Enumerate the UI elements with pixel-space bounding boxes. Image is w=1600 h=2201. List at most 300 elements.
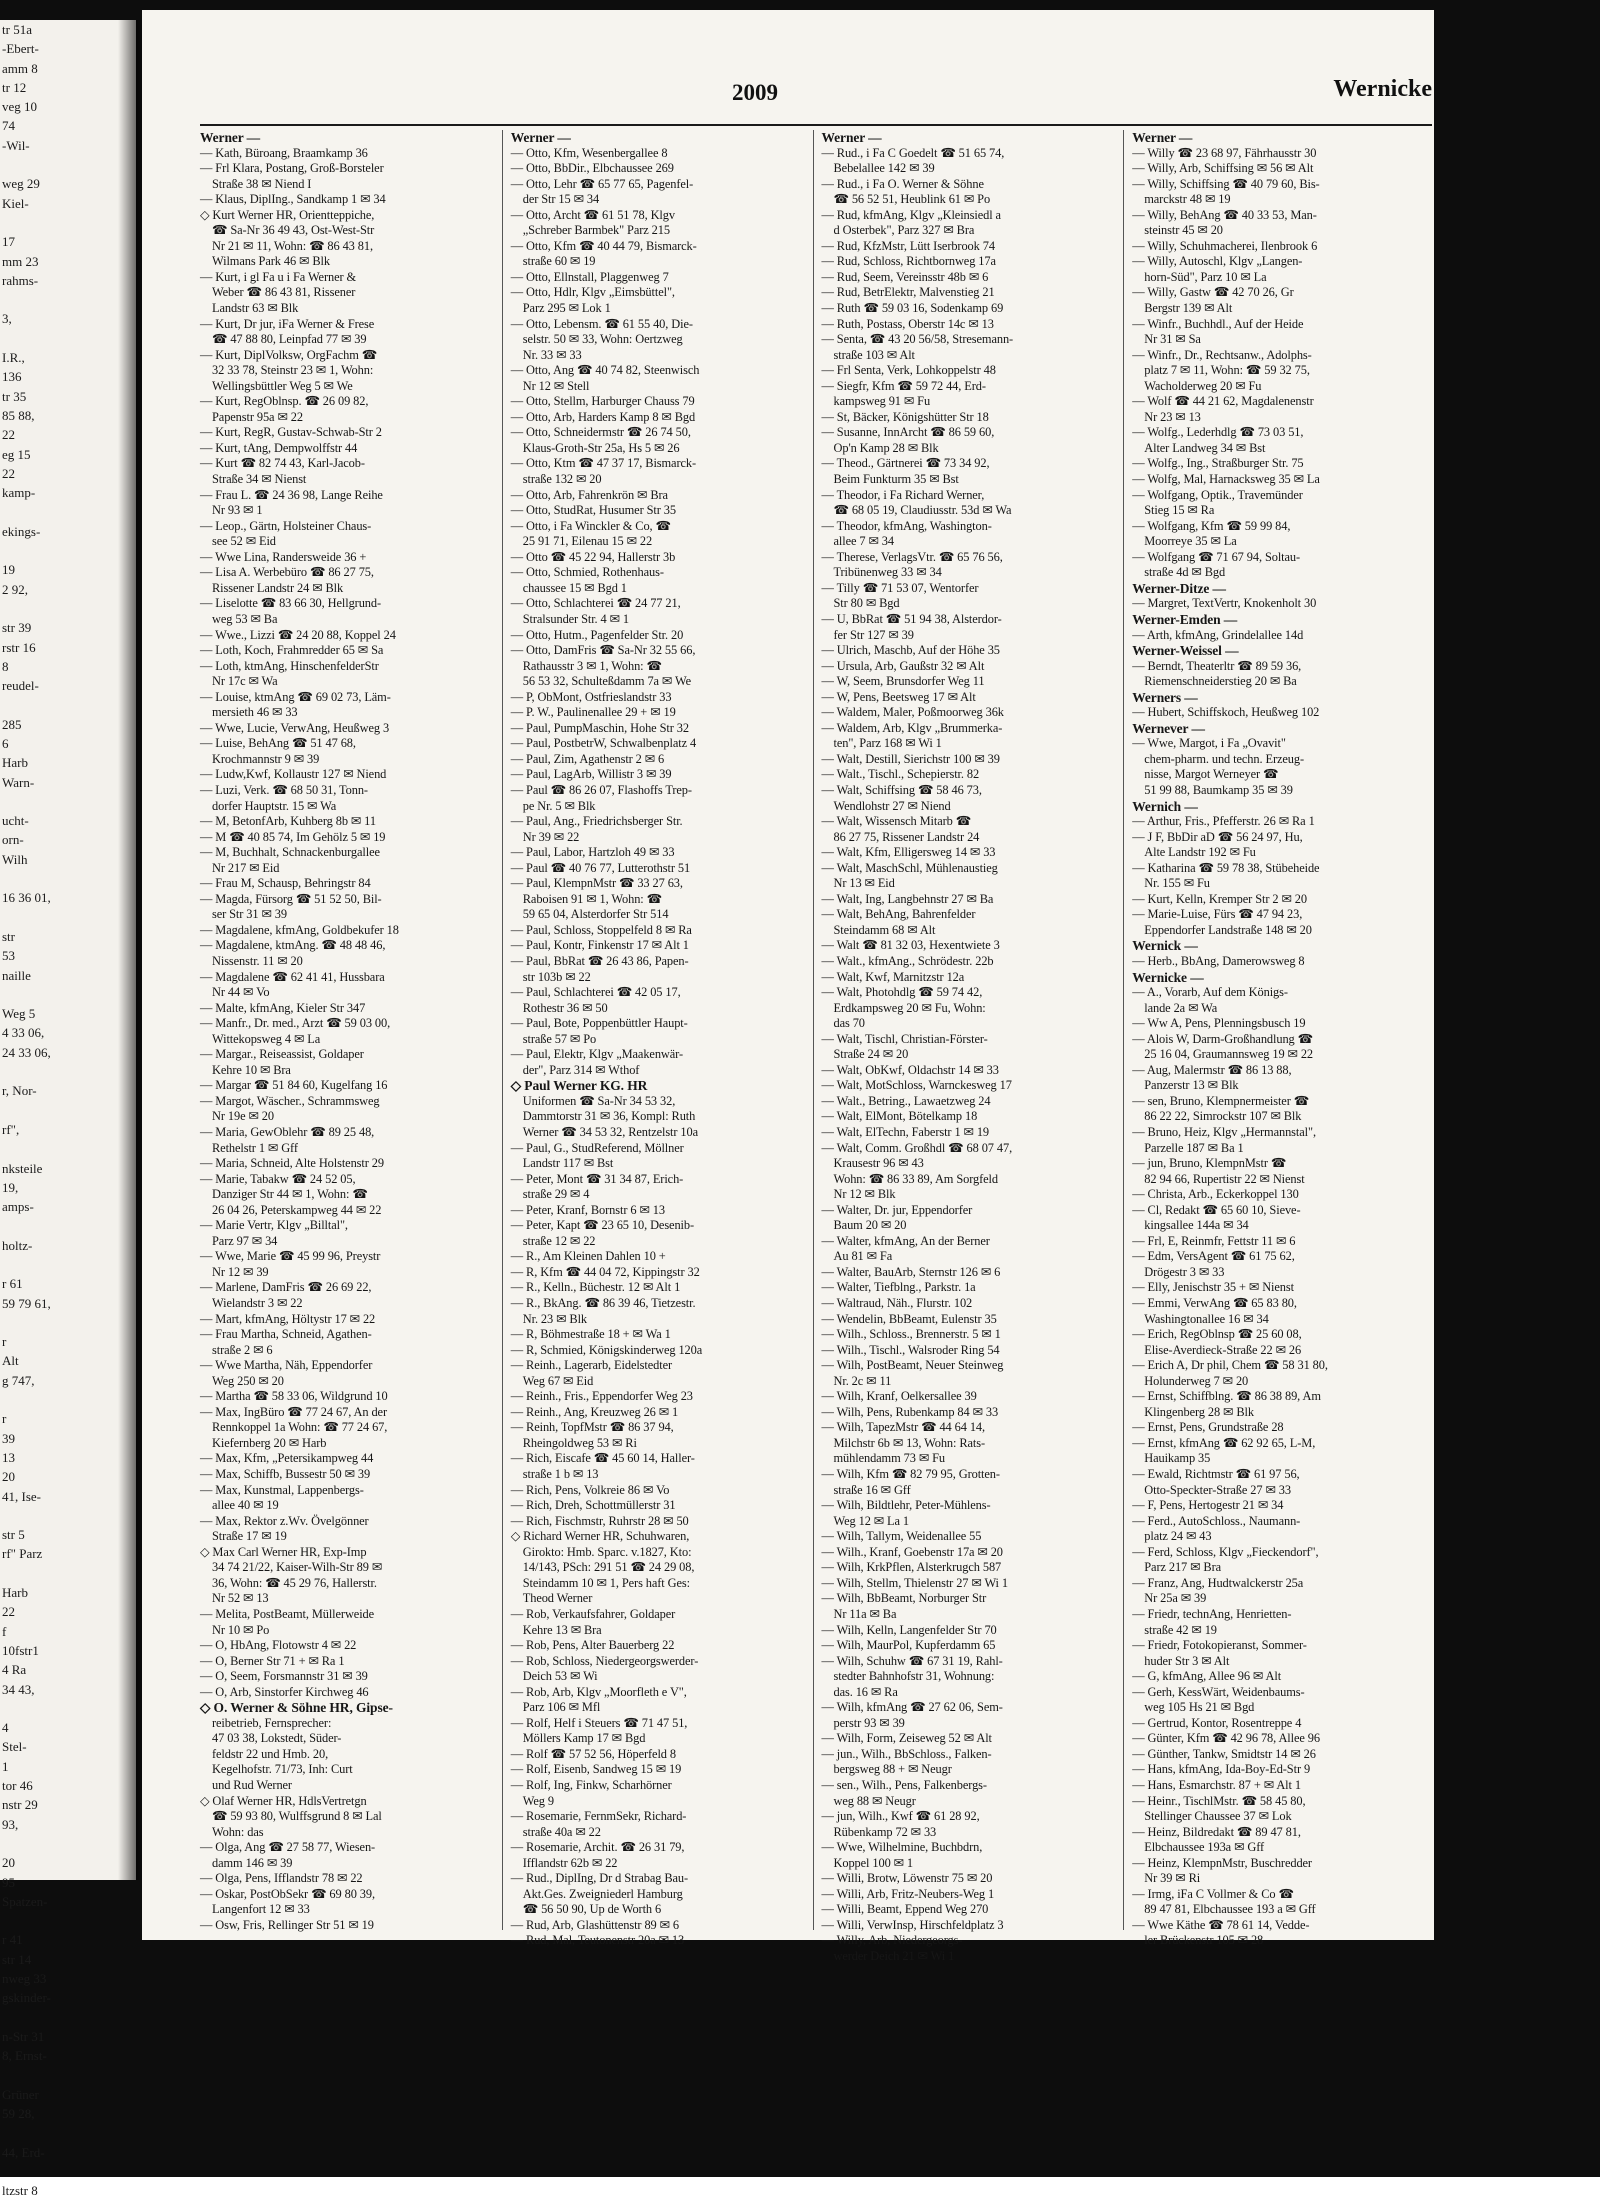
directory-entry-line: Möllers Kamp 17 ✉ Bgd [522,1731,646,1746]
directory-entry-line: — Otto, Ellnstall, Plaggenweg 7 [510,269,669,284]
directory-entry-line: — Kurt, DiplVolksw, OrgFachm ☎ [200,347,378,362]
directory-entry-line: ◇ Kurt Werner HR, Orientteppiche, [200,207,375,222]
directory-entry-line: — Walt, Comm. Großhdl ☎ 68 07 47, [821,1140,1013,1155]
left-fragment-line: 4 [2,1720,9,1736]
directory-entry-line: — Wilh, Kelln, Langenfelder Str 70 [821,1622,997,1637]
directory-entry-line: — Rob, Arb, Klgv „Moorfleth e V", [510,1684,687,1699]
directory-entry-line: Papenstr 95a ✉ 22 [212,409,303,424]
directory-entry-line: — Willi, Brotw, Löwenstr 75 ✉ 20 [821,1871,993,1886]
directory-entry-line: — jun, Bruno, KlempnMstr ☎ [1132,1156,1287,1171]
directory-entry-line: huder Str 3 ✉ Alt [1144,1653,1230,1668]
directory-entry-line: — Frl Senta, Verk, Lohkoppelstr 48 [821,363,996,378]
directory-entry-line: — Heinz, KlempnMstr, Buschredder [1132,1855,1312,1870]
directory-entry-line: — Wilh, Stellm, Thielenstr 27 ✉ Wi 1 [821,1575,1008,1590]
directory-entry-line: d Osterbek", Parz 327 ✉ Bra [833,223,975,238]
directory-entry-line: Raboisen 91 ✉ 1, Wohn: ☎ [522,891,662,906]
directory-entry-line: Rethelstr 1 ✉ Gff [212,1140,298,1155]
directory-entry-line: — Rud., DiplIng, Dr d Strabag Bau- [510,1871,689,1886]
directory-entry-line: — Aug, Malermstr ☎ 86 13 88, [1132,1062,1292,1077]
directory-entry-line: allee 7 ✉ 34 [833,534,894,549]
left-fragment-line: tr 51a [2,22,32,37]
directory-entry-line: — Otto, Kfm, Wesenbergallee 8 [510,145,668,160]
directory-entry-line: — Reinh., Lagerarb, Eidelstedter [510,1358,673,1373]
left-fragment-line: r [2,1334,7,1350]
directory-entry-line: — Kurt, Dr jur, iFa Werner & Frese [200,316,375,331]
left-fragment-line: str [2,928,15,944]
directory-entry-line: 89 47 81, Elbchaussee 193 a ✉ Gff [1144,1902,1316,1917]
left-fragment-line [0,1506,136,1525]
directory-entry-line: str 103b ✉ 22 [522,969,591,984]
header-rule [200,124,1432,126]
directory-entry-line: — Rich, Dreh, Schottmüllerstr 31 [510,1498,676,1513]
entry-heading: Werner — [200,130,261,145]
directory-entry-line: — Rud, KfzMstr, Lütt Iserbrook 74 [821,238,995,253]
directory-entry-line: — Rolf ☎ 57 52 56, Höperfeld 8 [510,1746,676,1761]
directory-entry-line: Straße 34 ✉ Nienst [212,472,307,487]
directory-entry-line: — Paul, PumpMaschin, Hohe Str 32 [510,720,689,735]
directory-entry-line: — Rud, kfmAng, Klgv „Kleinsiedl a [821,207,1001,222]
directory-entry-line: Nr 12 ✉ Blk [833,1187,896,1202]
directory-entry-line: — M, Buchhalt, Schnackenburgallee [200,845,380,860]
left-fragment-line [0,1564,136,1583]
directory-entry-line: — Frl Klara, Postang, Groß-Borsteler [200,161,384,176]
directory-entry-line: Nr 19e ✉ 20 [212,1109,274,1124]
left-fragment-line: Grüner [2,2086,39,2102]
directory-entry-line: straße 12 ✉ 22 [522,1233,596,1248]
directory-entry-line: — Otto, Archt ☎ 61 51 78, Klgv [510,207,675,222]
directory-entry-line: damm 146 ✉ 39 [212,1855,293,1870]
directory-entry-line: — Herb., BbAng, Damerowsweg 8 [1132,953,1305,968]
directory-entry-line: Dammtorstr 31 ✉ 36, Kompl: Ruth [522,1109,696,1124]
entry-heading: ◇ O. Werner & Söhne HR, Gipse- [200,1700,393,1716]
left-fragment-line [0,1313,136,1332]
directory-entry-line: ten", Parz 168 ✉ Wi 1 [833,736,942,751]
left-fragment-line [0,2008,136,2027]
directory-entry-line: — Wolf ☎ 44 21 62, Magdalenenstr [1132,394,1314,409]
column-3 [821,130,1125,1963]
left-fragment-line [0,2162,136,2181]
directory-entry-line: — R, Kfm ☎ 44 04 72, Kippingstr 32 [510,1264,700,1279]
directory-entry-line: — Wilh, Form, Zeiseweg 52 ✉ Alt [821,1731,992,1746]
directory-entry-line: — Günther, Tankw, Smidtstr 14 ✉ 26 [1132,1746,1316,1761]
directory-entry-line: Steindamm 68 ✉ Alt [833,922,936,937]
directory-entry-line: Koppel 100 ✉ 1 [833,1855,914,1870]
directory-entry-line: — F, Pens, Hertogestr 21 ✉ 34 [1132,1498,1284,1513]
directory-entry-line: — Katharina ☎ 59 78 38, Stübeheide [1132,860,1320,875]
left-fragment-line: kamp- [2,485,36,501]
directory-entry-line: — Walt., Betring., Lawaetzweg 24 [821,1093,991,1108]
directory-entry-line: ◇ Max Carl Werner HR, Exp-Imp [200,1544,367,1559]
directory-entry-line: — Willy, Autoschl, Klgv „Langen- [1132,254,1303,269]
directory-entry-line: — Walt, MaschSchl, Mühlenaustieg [821,860,998,875]
directory-entry-line: — Arthur, Fris., Pfefferstr. 26 ✉ Ra 1 [1132,814,1315,829]
directory-entry-line: — Otto, Schmied, Rothenhaus- [510,565,664,580]
directory-entry-line: — Senta, ☎ 43 20 56/58, Stresemann- [821,332,1014,347]
directory-entry-line: — Walt, Kfm, Elligersweg 14 ✉ 33 [821,845,996,860]
directory-entry-line: — Paul, G., StudReferend, Möllner [510,1140,684,1155]
directory-entry-line: — Rud, BetrElektr, Malvenstieg 21 [821,285,995,300]
directory-entry-line: — Kurt, i gl Fa u i Fa Werner & [200,269,357,284]
directory-entry-line: Stellinger Chaussee 37 ✉ Lok [1144,1809,1292,1824]
directory-page [142,10,1434,1963]
directory-entry-line: Panzerstr 13 ✉ Blk [1144,1078,1239,1093]
directory-entry-line: — Reinh., Fris., Eppendorfer Weg 23 [510,1389,693,1404]
directory-entry-line: — Wilh, Kfm ☎ 82 79 95, Grotten- [821,1467,1000,1482]
directory-entry-line: — Rob, Pens, Alter Bauerberg 22 [510,1638,675,1653]
directory-entry-line: — Frau M, Schausp, Behringstr 84 [200,876,371,891]
left-fragment-line: amm 8 [2,60,38,76]
directory-entry-line: — Rud, Schloss, Richtbornweg 17a [821,254,996,269]
left-fragment-line: 4 Ra [2,1662,27,1678]
directory-entry-line: chem-pharm. und techn. Erzeug- [1144,751,1304,766]
left-fragment-line: 34 43, [2,1681,35,1697]
directory-entry-line: — Willy, Arb, Schiffsing ✉ 56 ✉ Alt [1132,161,1314,176]
directory-entry-line: — Osw, Fris, Rellinger Str 51 ✉ 19 [200,1917,374,1932]
directory-entry-line: — Siegfr, Kfm ☎ 59 72 44, Erd- [821,378,986,393]
directory-entry-line: — Hans, kfmAng, Ida-Boy-Ed-Str 9 [1132,1762,1311,1777]
directory-entry-line: — Max, IngBüro ☎ 77 24 67, An der [200,1404,387,1419]
directory-entry-line: — Ernst, Schiffblng. ☎ 86 38 89, Am [1132,1389,1321,1404]
entry-heading: Wernick — [1132,938,1198,954]
directory-entry-line: — Walt, Ing, Langbehnstr 27 ✉ Ba [821,891,994,906]
directory-entry-line: Uniformen ☎ Sa-Nr 34 53 32, [522,1093,676,1108]
directory-entry-line: — Otto, i Fa Winckler & Co, ☎ [510,518,671,533]
directory-entry-line: Nr 25a ✉ 39 [1144,1591,1207,1606]
directory-entry-line: Straße 38 ✉ Niend I [212,176,312,191]
directory-entry-line: — Wwe Käthe ☎ 78 61 14, Vedde- [1132,1917,1310,1932]
directory-entry-line: — Paul, Ang., Friedrichsberger Str. [510,814,683,829]
directory-entry-line: Moorreye 35 ✉ La [1144,534,1237,549]
directory-entry-line: — Peter, Kapt ☎ 23 65 10, Desenib- [510,1218,695,1233]
entry-heading: Wernich — [1132,798,1198,814]
left-fragment-line: reudel- [2,678,39,694]
directory-entry-line: — Berndt, Theaterltr ☎ 89 59 36, [1132,658,1302,673]
directory-entry-line: Parz 217 ✉ Bra [1144,1560,1222,1575]
directory-entry-line: — Gerh, KessWärt, Weidenbaums- [1132,1684,1305,1699]
directory-entry-line: Kehre 10 ✉ Bra [212,1062,291,1077]
left-fragment-line: 59 79 61, [2,1295,51,1311]
directory-entry-line: — Maria, GewOblehr ☎ 89 25 48, [200,1125,375,1139]
directory-entry-line: — Luzi, Verk. ☎ 68 50 31, Tonn- [200,782,368,797]
column-2 [510,130,814,1948]
directory-entry-line: — Leop., Gärtn, Holsteiner Chaus- [200,518,372,533]
left-fragment-line: g 747, [2,1372,35,1388]
directory-entry-line: Danziger Str 44 ✉ 1, Wohn: ☎ [212,1187,368,1202]
directory-entry-line: — Reinh, TopfMstr ☎ 86 37 94, [510,1420,674,1435]
directory-entry-line: — Magdalene ☎ 62 41 41, Hussbara [200,969,385,984]
left-fragment-line: 10fstr1 [2,1642,39,1658]
directory-entry-line: Parzelle 187 ✉ Ba 1 [1144,1140,1244,1155]
directory-entry-line: — Margret, TextVertr, Knokenholt 30 [1132,596,1317,611]
directory-entry-line: 25 16 04, Graumannsweg 19 ✉ 22 [1144,1047,1314,1062]
running-head: Wernicke [1333,76,1432,102]
directory-entry-line: — Walt., kfmAng., Schrödestr. 22b [821,953,994,968]
directory-entry-line: dorfer Hauptstr. 15 ✉ Wa [212,798,337,813]
directory-entry-line: — Oskar, PostObSekr ☎ 69 80 39, [200,1886,375,1901]
directory-entry-line: — Loth, ktmAng, HinschenfelderStr [200,658,379,673]
directory-entry-line: Parz 97 ✉ 34 [212,1233,278,1248]
directory-entry-line: Au 81 ✉ Fa [833,1249,893,1264]
directory-entry-line: — Willy ☎ 23 68 97, Fährhausstr 30 [1132,145,1317,160]
directory-entry-line: — O, HbAng, Flotowstr 4 ✉ 22 [200,1638,357,1653]
left-fragment-line: 6 [2,735,9,751]
directory-entry-line: Krochmannstr 9 ✉ 39 [212,751,320,766]
directory-entry-line: — P, ObMont, Ostfrieslandstr 33 [510,689,672,704]
left-fragment-line: 93, [2,1816,19,1832]
left-fragment-line: ucht- [2,813,29,829]
directory-entry-line: und Rud Werner [212,1777,292,1792]
left-fragment-line: r 61 [2,1276,23,1292]
left-fragment-line: orn- [2,832,24,848]
directory-entry-line: — Mart, kfmAng, Höltystr 17 ✉ 22 [200,1311,376,1326]
directory-entry-line: — Ernst, kfmAng ☎ 62 92 65, L-M, [1132,1435,1316,1450]
directory-entry-line: — Wendelin, BbBeamt, Eulenstr 35 [821,1311,997,1326]
directory-entry-line: — Rich, Fischmstr, Ruhrstr 28 ✉ 50 [510,1513,689,1528]
directory-entry-line: Ifflandstr 62b ✉ 22 [522,1855,618,1870]
directory-entry-line: — Willy, Schiffsing ☎ 40 79 60, Bis- [1132,176,1320,191]
directory-entry-line: Bebelallee 142 ✉ 39 [833,161,935,176]
directory-entry-line: Nr 10 ✉ Po [212,1622,270,1637]
directory-entry-line: — Otto, Arb, Fahrenkrön ✉ Bra [510,487,668,502]
directory-entry-line: Holunderweg 7 ✉ 20 [1144,1373,1249,1388]
directory-entry-line: fer Str 127 ✉ 39 [833,627,914,642]
directory-entry-line: — Ruth, Postass, Oberstr 14c ✉ 13 [821,316,994,331]
entry-heading: Wernever — [1132,720,1205,736]
directory-entry-line: Deich 53 ✉ Wi [522,1669,598,1684]
directory-entry-line: — Marie, Tabakw ☎ 24 52 05, [200,1171,356,1186]
directory-entry-line: — Wwe., Lizzi ☎ 24 20 88, Koppel 24 [200,627,396,642]
directory-entry-line: Wielandstr 3 ✉ 22 [212,1296,303,1311]
directory-entry-line: das 70 [833,1016,865,1031]
directory-entry-line: — Peter, Kranf, Bornstr 6 ✉ 13 [510,1202,665,1217]
directory-entry-line: Nr 17c ✉ Wa [212,674,278,689]
directory-entry-line: — R, Böhmestraße 18 + ✉ Wa 1 [510,1327,671,1342]
left-fragment-line: -Wil- [2,137,30,153]
directory-entry-line: — Ferd., AutoSchloss., Naumann- [1132,1513,1301,1528]
left-fragment-line: str 39 [2,620,32,636]
directory-entry-line: — Walter, BauArb, Sternstr 126 ✉ 6 [821,1264,1001,1279]
directory-entry-line: — Willy, Schuhmacherei, Ilenbrook 6 [1132,238,1318,253]
directory-entry-line: — Rich, Eiscafe ☎ 45 60 14, Haller- [510,1451,695,1466]
directory-entry-line: straße 1 b ✉ 13 [522,1467,599,1482]
directory-entry-line: Wacholderweg 20 ✉ Fu [1144,378,1262,393]
directory-entry-line: — Wilh, TapezMstr ☎ 44 64 14, [821,1420,986,1435]
directory-entry-line: horn-Süd", Parz 10 ✉ La [1144,269,1267,284]
directory-entry-line: — J F, BbDir aD ☎ 56 24 97, Hu, [1132,829,1303,844]
directory-entry-line: Rennkoppel 1a Wohn: ☎ 77 24 67, [212,1420,388,1435]
left-fragment-line: rf" Parz [2,1546,43,1562]
directory-entry-line: — Magda, Fürsorg ☎ 51 52 50, Bil- [200,891,382,906]
left-fragment-line [0,155,136,174]
left-fragment-line: I.R., [2,350,25,366]
left-fragment-line: 22 [2,1604,15,1620]
directory-entry-line: — Tilly ☎ 71 53 07, Wentorfer [821,580,979,595]
directory-entry-line: ser Str 31 ✉ 39 [212,907,287,922]
left-fragment-line [0,1699,136,1718]
directory-entry-line: — Walt ☎ 81 32 03, Hexentwiete 3 [821,938,1000,953]
left-fragment-line: Wilh [2,851,28,867]
directory-entry-line: — Wilh., Schloss., Brennerstr. 5 ✉ 1 [821,1327,1001,1342]
entry-heading: Werner-Emden — [1132,611,1238,627]
directory-entry-line: — Margar., Reiseassist, Goldaper [200,1047,364,1062]
directory-entry-line: Riemenschneiderstieg 20 ✉ Ba [1144,674,1297,689]
directory-entry-line: — Wilh, BbBeamt, Norburger Str [821,1591,987,1606]
directory-entry-line: — Wilh, Kranf, Oelkersallee 39 [821,1389,977,1404]
directory-entry-line: — Walter, Dr. jur, Eppendorfer [821,1202,973,1217]
directory-entry-line: Straße 24 ✉ 20 [833,1047,909,1062]
directory-entry-line: „Schreber Barmbek" Parz 215 [522,223,670,238]
directory-entry-line: — Rob, Verkaufsfahrer, Goldaper [510,1606,676,1621]
left-fragment-line [0,1911,136,1930]
directory-entry-line: — Walt, Kwf, Marnitzstr 12a [821,969,965,984]
directory-entry-line: Nr 23 ✉ 13 [1144,409,1201,424]
directory-entry-line: Nr 12 ✉ Stell [522,378,590,393]
left-fragment-line [0,1062,136,1081]
directory-entry-line: — Rolf, Ing, Finkw, Scharhörner [510,1777,672,1792]
directory-entry-line: straße 132 ✉ 20 [522,472,602,487]
directory-entry-line: 25 91 71, Eilenau 15 ✉ 22 [522,534,653,549]
directory-entry-line: — O, Arb, Sinstorfer Kirchweg 46 [200,1684,369,1699]
directory-entry-line: — Hans, Esmarchstr. 87 + ✉ Alt 1 [1132,1777,1301,1792]
directory-entry-line: — Kurt, RegOblnsp. ☎ 26 09 82, [200,394,369,409]
directory-entry-line: — Wolfg., Ing., Straßburger Str. 75 [1132,456,1304,471]
directory-entry-line: stedter Bahnhofstr 31, Wohnung: [833,1669,995,1684]
directory-entry-line: — Reinh., Ang, Kreuzweg 26 ✉ 1 [510,1404,679,1419]
directory-entry-line: — Ww A, Pens, Plenningsbusch 19 [1132,1016,1306,1031]
directory-entry-line: allee 40 ✉ 19 [212,1498,279,1513]
directory-entry-line: — Wilh, Bildtlehr, Peter-Mühlens- [821,1498,991,1513]
directory-entry-line: — Manfr., Dr. med., Arzt ☎ 59 03 00, [200,1016,391,1031]
left-fragment-line: 19, [2,1179,19,1195]
directory-entry-line: — Willi, VerwInsp, Hirschfeldplatz 3 [821,1917,1004,1932]
directory-entry-line: Nr 13 ✉ Eid [833,876,895,891]
directory-entry-line: Tribünenweg 33 ✉ 34 [833,565,942,580]
directory-entry-line: — Otto, Hdlr, Klgv „Eimsbüttel", [510,285,675,300]
directory-entry-line: — Magdalene, ktmAng. ☎ 48 48 46, [200,938,386,953]
directory-entry-line: Elise-Averdieck-Straße 22 ✉ 26 [1144,1342,1302,1357]
left-fragment-line [0,1216,136,1235]
entry-heading: ◇ Paul Werner KG. HR [510,1078,648,1094]
directory-entry-line: Stralsunder Str. 4 ✉ 1 [522,611,630,626]
directory-entry-line: — G, kfmAng, Allee 96 ✉ Alt [1132,1669,1282,1684]
directory-entry-line: 51 99 88, Baumkamp 35 ✉ 39 [1144,782,1293,797]
directory-entry-line: mühlendamm 73 ✉ Fu [833,1451,945,1466]
directory-entry-line: — Walter, kfmAng, An der Berner [821,1233,990,1248]
directory-entry-line: — Waltraud, Näh., Flurstr. 102 [821,1296,973,1311]
directory-entry-line: — Rosemarie, FernmSekr, Richard- [510,1809,687,1824]
directory-entry-line: ◇ Richard Werner HR, Schuhwaren, [510,1529,690,1544]
directory-entry-line: — Max, Kunstmal, Lappenbergs- [200,1482,364,1497]
directory-entry-line: — R, Schmied, Königskinderweg 120a [510,1342,703,1357]
left-fragment-line [0,1255,136,1274]
directory-entry-line: — jun., Wilh., BbSchloss., Falken- [821,1746,992,1761]
left-fragment-line [0,1139,136,1158]
directory-entry-line: — Otto, Kfm ☎ 40 44 79, Bismarck- [510,238,697,253]
directory-entry-line: — Wilh, KrkPflen, Alsterkrugch 587 [821,1560,1002,1575]
directory-entry-line: — Walt, Photohdlg ☎ 59 74 42, [821,985,983,1000]
directory-entry-line: — Paul, Schloss, Stoppelfeld 8 ✉ Ra [510,922,692,937]
left-fragment-line [0,599,136,618]
left-fragment-line: nstr 29 [2,1797,38,1813]
directory-entry-line: — Waldem, Arb, Klgv „Brummerka- [821,720,1003,735]
directory-entry-line: — Ruth ☎ 59 03 16, Sodenkamp 69 [821,301,1004,316]
page-number: 2009 [732,80,778,105]
directory-entry-line: — Wwe, Lucie, VerwAng, Heußweg 3 [200,720,390,735]
directory-entry-line: — Otto ☎ 45 22 94, Hallerstr 3b [510,549,676,564]
left-fragment-line: str 5 [2,1527,25,1543]
directory-entry-line: — Melita, PostBeamt, Müllerweide [200,1606,375,1621]
directory-entry-line: — Wwe Martha, Näh, Eppendorfer [200,1358,373,1373]
directory-entry-line: Nr 39 ✉ Ri [1144,1871,1201,1886]
left-fragment-line [0,695,136,714]
directory-entry-line: 86 22 22, Simrockstr 107 ✉ Blk [1144,1109,1302,1124]
directory-entry-line: — Paul, Labor, Hartzloh 49 ✉ 33 [510,845,675,860]
left-fragment-line: 20 [2,1855,15,1871]
directory-entry-line: — Rolf, Eisenb, Sandweg 15 ✉ 19 [510,1762,682,1777]
left-fragment-line: 17 [2,234,15,250]
directory-entry-line: Wittekopsweg 4 ✉ La [212,1031,321,1046]
directory-entry-line: — Walt, Destill, Sierichstr 100 ✉ 39 [821,751,1000,766]
directory-entry-line: Landstr 117 ✉ Bst [522,1156,614,1171]
directory-entry-line: straße 16 ✉ Gff [833,1482,911,1497]
directory-entry-line: — Wwe, Wilhelmine, Buchbdrn, [821,1840,983,1855]
left-fragment-line: 22 [2,427,15,443]
directory-entry-line: — Loth, Koch, Frahmredder 65 ✉ Sa [200,643,384,658]
directory-entry-line: — M ☎ 40 85 74, Im Gehölz 5 ✉ 19 [200,829,386,844]
directory-entry-line: — Arth, kfmAng, Grindelallee 14d [1132,627,1304,642]
left-fragment-line [0,1390,136,1409]
directory-entry-line: — Max, Schiffb, Bussestr 50 ✉ 39 [200,1467,371,1482]
directory-entry-line: — Otto, Schlachterei ☎ 24 77 21, [510,596,681,611]
directory-entry-line: — Wolfg, Mal, Harnacksweg 35 ✉ La [1132,472,1320,487]
directory-entry-line: ☎ 47 88 80, Leinpfad 77 ✉ 39 [212,332,367,347]
directory-entry-line: Nissenstr. 11 ✉ 20 [212,953,303,968]
left-fragment-line: 59 28, [2,2106,35,2122]
directory-entry-line: ◇ Olaf Werner HR, HdlsVertretgn [200,1793,367,1808]
directory-entry-line: — Paul, LagArb, Willistr 3 ✉ 39 [510,767,672,782]
directory-entry-line: — Paul, Kontr, Finkenstr 17 ✉ Alt 1 [510,938,689,953]
directory-entry-line: — Franz, Ang, Hudtwalckerstr 25a [1132,1575,1304,1590]
directory-entry-line: — sen., Wilh., Pens, Falkenbergs- [821,1777,987,1792]
directory-entry-line: — Rosemarie, Archit. ☎ 26 31 79, [510,1840,685,1855]
left-fragment-line: 41, Ise- [2,1488,41,1504]
left-fragment-line: 8 [2,658,9,674]
directory-entry-line: Wendlohstr 27 ✉ Niend [833,798,951,813]
directory-entry-line: 14/143, PSch: 291 51 ☎ 24 29 08, [522,1560,695,1575]
directory-entry-line: Straße 17 ✉ 19 [212,1529,287,1544]
directory-entry-line: Nr 12 ✉ 39 [212,1264,269,1279]
directory-entry-line: — R., Kelln., Büchestr. 12 ✉ Alt 1 [510,1280,681,1295]
directory-entry-line: Wohn: ☎ 86 33 89, Am Sorgfeld [833,1171,998,1186]
directory-entry-line: — Ulrich, Maschb, Auf der Höhe 35 [821,643,1000,658]
directory-entry-line: ☎ 68 05 19, Claudiusstr. 53d ✉ Wa [833,503,1012,518]
left-fragment-line: amps- [2,1199,34,1215]
directory-entry-line: — Louise, ktmAng ☎ 69 02 73, Läm- [200,689,391,704]
directory-entry-line: — Günter, Kfm ☎ 42 96 78, Allee 96 [1132,1731,1320,1746]
left-fragment-line: r, Nor- [2,1083,37,1099]
directory-entry-line: — Martha ☎ 58 33 06, Wildgrund 10 [200,1389,388,1404]
directory-entry-line: Alter Landweg 34 ✉ Bst [1144,440,1266,455]
directory-entry-line: Nr 217 ✉ Eid [212,860,280,875]
left-fragment-line: Warn- [2,774,35,790]
directory-entry-line: — Paul, Zim, Agathenstr 2 ✉ 6 [510,751,665,766]
directory-entry-line: — Wilh., Kranf, Goebenstr 17a ✉ 20 [821,1544,1003,1559]
directory-entry-line: — Otto, Ktm ☎ 47 37 17, Bismarck- [510,456,696,471]
left-fragment-line: Weg 5 [2,1006,36,1022]
directory-entry-line: — Wolfgang ☎ 71 67 94, Soltau- [1132,549,1301,564]
directory-entry-line: Milchstr 6b ✉ 13, Wohn: Rats- [833,1435,985,1450]
directory-entry-line: — Paul ☎ 86 26 07, Flashoffs Trep- [510,782,692,797]
